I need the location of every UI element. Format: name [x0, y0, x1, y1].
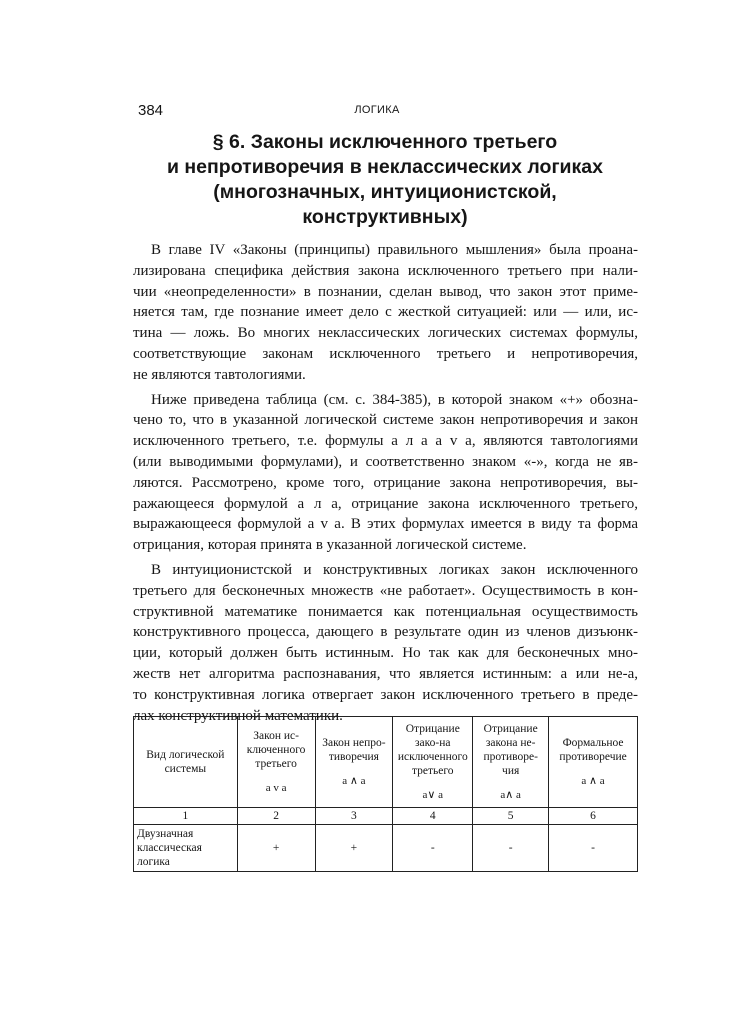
- text-line: исключенного третьего, т.е. формулы a л a a v a, являются тавтологиями: [133, 433, 638, 450]
- text-line: чено то, что в указанной логической системе закон непротиворечия и закон: [133, 412, 638, 429]
- paragraph-1: [133, 240, 638, 386]
- header-label: Вид логической системы: [146, 749, 225, 775]
- text-line: Ниже приведена таблица (см. с. 384-385), в которой знаком «+» обозна-: [151, 391, 638, 408]
- text-line: тина — ложь. Во многих неклассических логических системах формулы,: [133, 325, 638, 342]
- text-line: конструктивного процесса, дающего в результате один из членов дизъюнк-: [133, 624, 638, 641]
- table-header-cell: [473, 717, 549, 808]
- running-head: ЛОГИКА: [354, 104, 400, 116]
- text-line: лах конструктивной математики.: [133, 707, 343, 724]
- body-text: [133, 240, 638, 730]
- text-line: чии «неопределенности» в познании, сделан вывод, что закон этот приме-: [133, 283, 638, 300]
- paragraph-3: [133, 560, 638, 726]
- table-number-row: [134, 808, 638, 825]
- header-formula: a∧ a: [500, 789, 521, 801]
- table-cell: -: [473, 825, 549, 872]
- table-header-cell: [393, 717, 473, 808]
- paragraph-2: [133, 390, 638, 556]
- title-line: (многозначных, интуиционистской,: [213, 181, 557, 203]
- column-number: 5: [473, 808, 549, 825]
- text-line: жеств нет алгоритма распознавания, что является истинным: a или не-a,: [133, 665, 638, 682]
- header-label: Отрицание закона не-противоре-чия: [483, 723, 538, 777]
- text-line: отрицания, которая принята в указанной логической системе.: [133, 537, 527, 554]
- section-title: [150, 130, 620, 230]
- logic-systems-table: [133, 716, 638, 872]
- text-line: ражающееся формулой a л a, отрицание закона исключенного третьего,: [133, 495, 638, 512]
- text-line: структивной математике понимается как потенциальная осуществимость: [133, 603, 638, 620]
- column-number: 2: [237, 808, 315, 825]
- header-formula: a∨ a: [422, 789, 444, 801]
- header-formula: a ∧ a: [342, 775, 366, 787]
- text-line: ляются. Рассмотрено, кроме того, отрицание закона непротиворечия, вы-: [133, 474, 638, 491]
- table-cell: +: [237, 825, 315, 872]
- system-name-cell: Двузначная классическая логика: [134, 825, 238, 872]
- text-line: ции, который должен быть истинным. Но так как для бесконечных мно-: [133, 645, 638, 662]
- table-cell: -: [549, 825, 638, 872]
- text-line: третьего для бесконечных множеств «не работает». Осуществимость в кон-: [133, 582, 638, 599]
- table-header-row: [134, 717, 638, 808]
- text-line: соответствующие законам исключенного третьего и непротиворечия,: [133, 345, 638, 362]
- table-cell: +: [315, 825, 393, 872]
- text-line: не являются тавтологиями.: [133, 366, 306, 383]
- text-line: В интуиционистской и конструктивных логиках закон исключенного: [151, 561, 638, 578]
- title-line: § 6. Законы исключенного третьего: [212, 131, 558, 153]
- column-number: 6: [549, 808, 638, 825]
- table-cell: -: [393, 825, 473, 872]
- text-line: выражающееся формулой a v a. В этих формулах имеется в виду та форма: [133, 516, 638, 533]
- text-line: В главе IV «Законы (принципы) правильного мышления» была проана-: [151, 242, 638, 258]
- table-header-cell: [315, 717, 393, 808]
- text-line: лизирована специфика действия закона исключенного третьего при нали-: [133, 262, 638, 279]
- header-label: Закон непро-тиворечия: [322, 737, 386, 763]
- column-number: 4: [393, 808, 473, 825]
- text-line: няется там, где познание имеет дело с жесткой ситуацией: или — или, ис-: [133, 304, 638, 321]
- text-line: то конструктивная логика отвергает закон исключенного третьего в преде-: [133, 686, 638, 703]
- column-number: 1: [134, 808, 238, 825]
- header-formula: a v a: [265, 782, 287, 794]
- table-header-cell: [549, 717, 638, 808]
- column-number: 3: [315, 808, 393, 825]
- title-line: конструктивных): [302, 206, 468, 228]
- header-label: Отрицание зако-на исключенного третьего: [397, 723, 468, 777]
- title-line: и непротиворечия в неклассических логиках: [167, 156, 603, 178]
- table-header-cell: [134, 717, 238, 808]
- table-row: [134, 825, 638, 872]
- page-number: 384: [138, 102, 164, 119]
- header-label: Формальное противоречие: [559, 737, 627, 763]
- table-header-cell: [237, 717, 315, 808]
- header-formula: a ∧ a: [581, 775, 605, 787]
- text-line: (или выводимыми формулами), и соответственно знаком «-», когда не яв-: [133, 453, 638, 470]
- header-label: Закон ис-ключенного третьего: [246, 730, 306, 770]
